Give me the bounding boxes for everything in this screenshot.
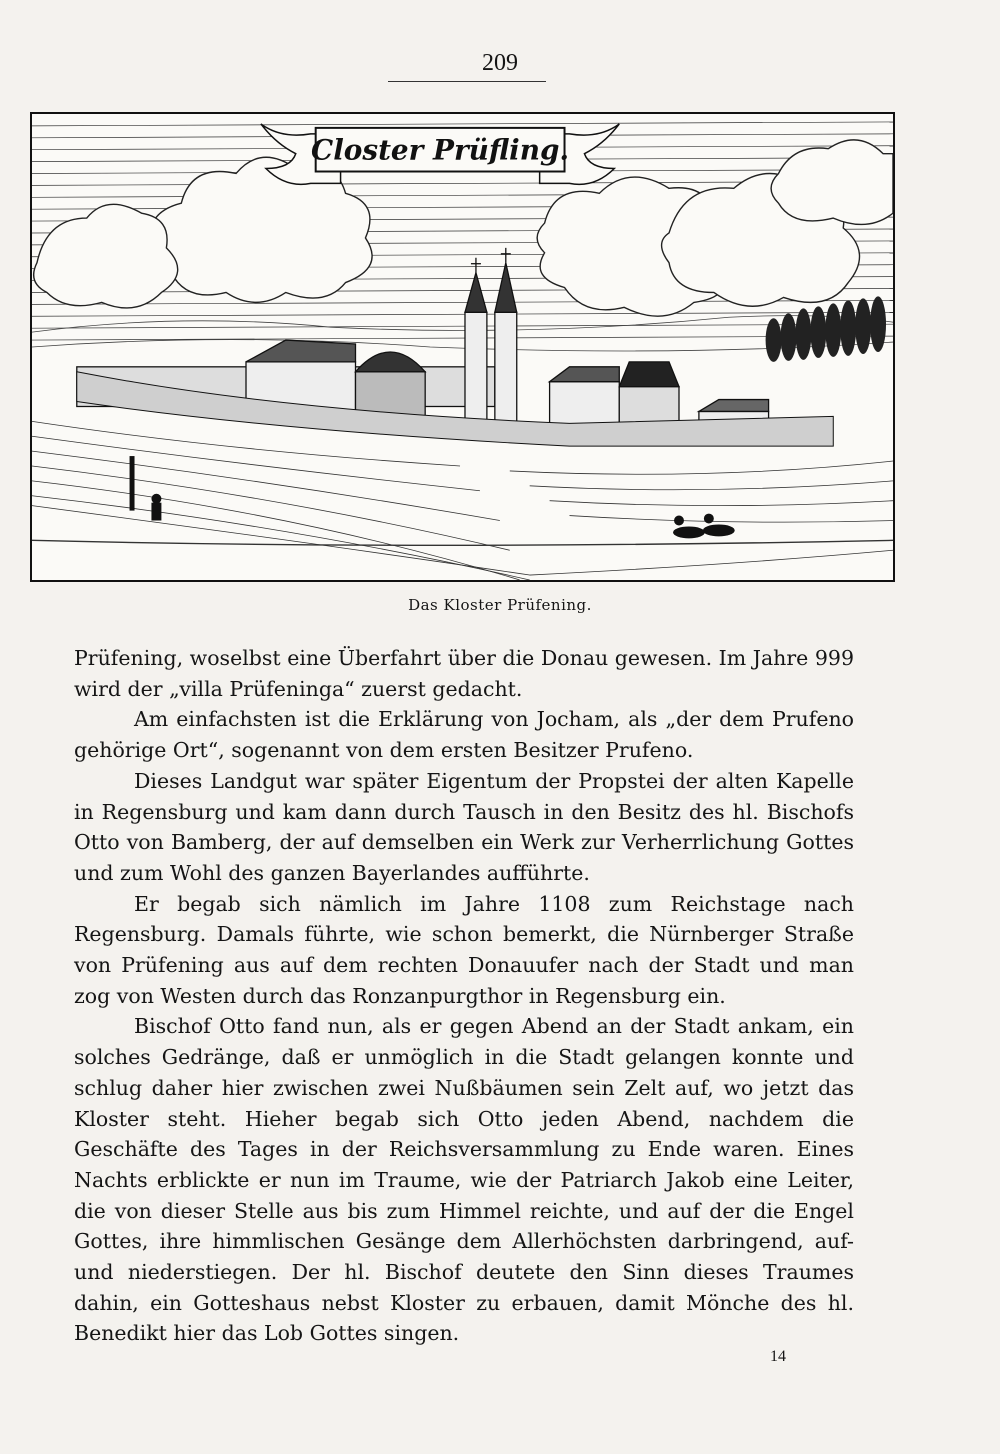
paragraph-5: Bischof Otto fand nun, als er gegen Abend an der Stadt ankam, ein solches Gedränge, daß er unmöglich in die Stadt gelangen konnte und schlug daher hier zwischen zwei Nußbäumen sein Zelt auf, wo jetzt das Kloster steht. Hieher begab sich Otto jeden Abend, nachdem die Geschäfte des Tages in der Reichsversammlung zu Ende waren. Eines Nachts erblickte er nun im Traume, wie der Patriarch Jakob eine Leiter, die von dieser Stelle aus bis zum Himmel reichte, und auf der die Engel Gottes, ihre himmlischen Gesänge dem Allerhöchsten darbringend, auf- und niederstiegen. Der hl. Bischof deutete den Sinn dieses Traumes dahin, ein Gotteshaus nebst Kloster zu erbauen, damit Mönche des hl. Benedikt hier das Lob Gottes singen. [74,1014,854,1346]
paragraph-4: Er begab sich nämlich im Jahre 1108 zum Reichstage nach Regensburg. Damals führte, wie schon bemerkt, die Nürnberger Straße von Prüfening aus auf dem rechten Donauufer nach der Stadt und man zog von Westen durch das Ronzanpurgthor in Regensburg ein. [74,891,854,1008]
paragraph-1: Prüfening, woselbst eine Überfahrt über die Donau gewesen. Im Jahre 999 wird der „villa Prüfeninga“ zuerst gedacht. [74,646,854,701]
engraving-illustration [30,112,895,582]
page-number: 209 [482,50,518,76]
illustration-caption: Das Kloster Prüfening. [408,596,592,614]
signature-mark: 14 [770,1348,786,1365]
figures [130,456,735,538]
paragraph-2: Am einfachsten ist die Erklärung von Jocham, als „der dem Prufeno gehörige Ort“, sogenannt von dem ersten Besitzer Prufeno. [74,707,854,763]
banner-ribbon [261,124,619,184]
tree-row [766,296,886,361]
engraving-svg [32,114,893,580]
body-text [74,643,854,1349]
header-rule [388,81,546,82]
paragraph-3: Dieses Landgut war später Eigentum der Propstei der alten Kapelle in Regensburg und kam dann durch Tausch in den Besitz des hl. Bischofs Otto von Bamberg, der auf demselben ein Werk zur Verherrlichung Gottes und zum Wohl des ganzen Bayerlandes aufführte. [74,768,854,885]
distant-hills [32,316,893,351]
banner-title: Closter Prüfling. [311,133,570,167]
